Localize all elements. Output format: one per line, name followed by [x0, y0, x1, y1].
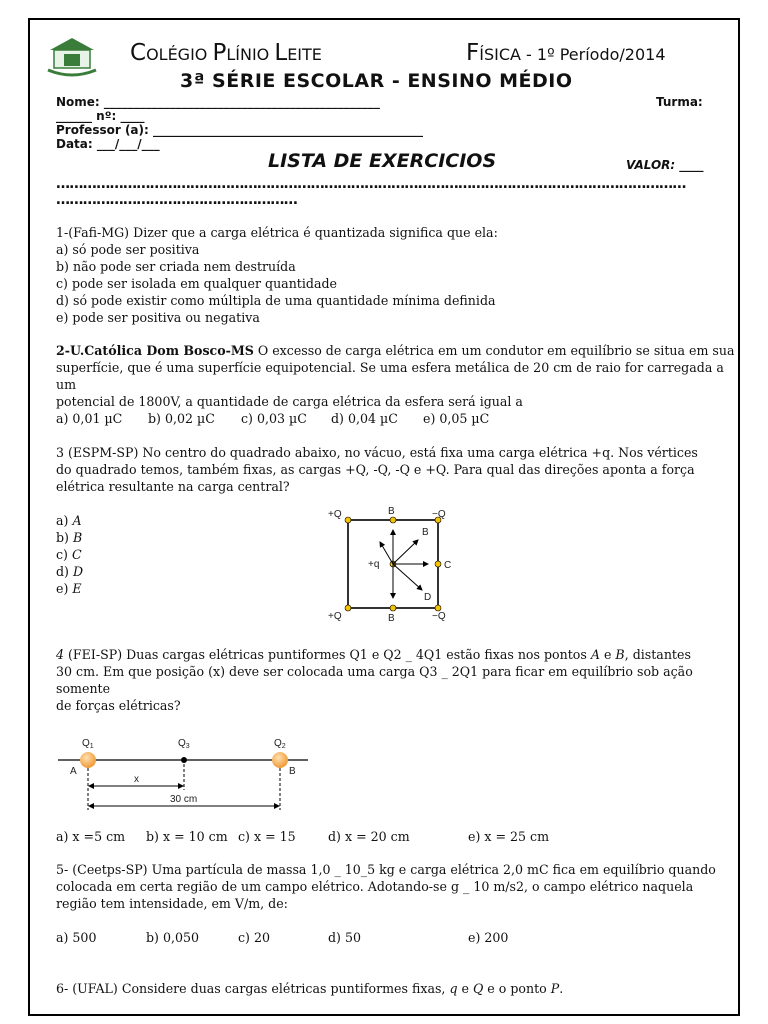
q2-options	[56, 410, 736, 427]
q5-options	[56, 929, 736, 946]
q2-line3: potencial de 1800V, a quantidade de carga elétrica da esfera será igual a	[56, 394, 523, 409]
q3-line2: do quadrado temos, também fixas, as cargas +Q, -Q, -Q e +Q. Para qual das direções aponta a força	[56, 462, 695, 477]
field-turma-label: Turma:	[656, 95, 703, 109]
question-4: 4 (FEI-SP) Duas cargas elétricas puntiformes Q1 e Q2 _ 4Q1 estão fixas nos pontos A e B, distantes 30 cm. Em que posição (x) deve ser colocada uma carga Q3 _ 2Q1 para ficar em equilíbrio sob ação somente de forças elétricas?	[56, 646, 736, 714]
q4-line3: de forças elétricas?	[56, 698, 181, 713]
mid-bottom	[390, 605, 396, 611]
label-b: B	[289, 766, 296, 777]
q1-option-b: b) não pode ser criada nem destruída	[56, 259, 296, 274]
q1-option-e: e) pode ser positiva ou negativa	[56, 310, 260, 325]
label-bl: +Q	[328, 611, 342, 622]
valor-field[interactable]: VALOR: ____	[626, 158, 704, 172]
field-professor[interactable]: Professor (a): _____________________________________________	[56, 123, 423, 137]
grade-title: 3ª SÉRIE ESCOLAR - ENSINO MÉDIO	[180, 70, 573, 92]
q4-option-a: a) x =5 cm	[56, 829, 126, 844]
q2-line1: O excesso de carga elétrica em um condutor em equilíbrio se situa em sua	[253, 343, 735, 358]
label-c: C	[444, 560, 452, 571]
label-q1: $Q_1$	[82, 738, 94, 750]
q1-option-a: a) só pode ser positiva	[56, 242, 200, 257]
q2-option-b: b) 0,02 µC	[148, 411, 215, 426]
dots-line-1: ……………………………………………………………………………………………………………………………	[56, 176, 686, 192]
arrow-downright	[393, 564, 422, 590]
field-numero[interactable]: ______ nº: ____	[56, 109, 145, 123]
question-1	[56, 224, 736, 326]
label-br: −Q	[432, 611, 446, 622]
label-top-b: B	[388, 506, 395, 517]
q5-option-e: e) 200	[468, 930, 509, 945]
label-bottom-b: B	[388, 613, 395, 624]
charge-q1	[80, 752, 96, 768]
q5-line2: colocada em certa região de um campo elétrico. Adotando-se g _ 10 m/s2, o campo elétrico naquela	[56, 879, 694, 894]
q5-option-d: d) 50	[328, 930, 362, 945]
q4-line-figure	[58, 734, 318, 816]
label-30cm: 30 cm	[170, 794, 198, 805]
label-tl: +Q	[328, 509, 342, 520]
field-nome[interactable]: Nome: ______________________________________________	[56, 95, 380, 109]
q4-options	[56, 828, 736, 845]
arrow-upright	[393, 540, 418, 564]
charge-q3	[181, 757, 187, 763]
school-logo-icon	[44, 36, 100, 78]
q4-option-e: e) x = 25 cm	[468, 829, 550, 844]
q3-options	[56, 512, 176, 597]
arrow-upleft	[380, 542, 393, 564]
label-diag-b: B	[422, 527, 429, 538]
school-name: COLÉGIO PLÍNIO LEITE	[130, 40, 322, 66]
q5-line1: 5- (Ceetps-SP) Uma partícula de massa 1,0 _ 10_5 kg e carga elétrica 2,0 mC fica em equilíbrio quando	[56, 862, 716, 877]
q4-line2: 30 cm. Em que posição (x) deve ser colocada uma carga Q3 _ 2Q1 para ficar em equilíbrio sob ação somente	[56, 664, 693, 696]
question-5	[56, 861, 736, 912]
question-3	[56, 444, 736, 495]
q4-option-c: c) x = 15	[238, 829, 296, 844]
q2-option-c: c) 0,03 µC	[241, 411, 307, 426]
q2-option-d: d) 0,04 µC	[331, 411, 398, 426]
label-center: +q	[368, 559, 380, 570]
charge-q2	[272, 752, 288, 768]
label-x: x	[134, 774, 139, 785]
label-tr: −Q	[432, 509, 446, 520]
q3-option-e: e) E	[56, 581, 82, 596]
label-q2: $Q_2$	[274, 738, 286, 750]
subject-period: FÍSICA - 1º Período/2014	[466, 40, 666, 66]
q4-option-d: d) x = 20 cm	[328, 829, 410, 844]
q3-line1: 3 (ESPM-SP) No centro do quadrado abaixo, no vácuo, está fixa uma carga elétrica +q. Nos vértices	[56, 445, 698, 460]
mid-right	[435, 561, 441, 567]
q3-line3: elétrica resultante na carga central?	[56, 479, 290, 494]
q3-option-c: c) C	[56, 547, 82, 562]
q5-option-a: a) 500	[56, 930, 97, 945]
q1-stem: 1-(Fafi-MG) Dizer que a carga elétrica é quantizada significa que ela:	[56, 225, 498, 240]
question-2	[56, 342, 736, 410]
q2-option-e: e) 0,05 µC	[423, 411, 490, 426]
q2-source: 2-U.Católica Dom Bosco-MS	[56, 343, 254, 358]
q2-option-a: a) 0,01 µC	[56, 411, 123, 426]
label-a: A	[70, 766, 77, 777]
mid-top	[390, 517, 396, 523]
q3-square-figure	[318, 500, 466, 628]
q2-line2: superfície, que é uma superfície equipotencial. Se uma esfera metálica de 20 cm de raio for carregada a um	[56, 360, 724, 392]
q5-option-c: c) 20	[238, 930, 270, 945]
list-title: LISTA DE EXERCICIOS	[268, 150, 497, 172]
q4-option-b: b) x = 10 cm	[146, 829, 228, 844]
question-6: 6- (UFAL) Considere duas cargas elétricas puntiformes fixas, q e Q e o ponto P.	[56, 981, 564, 996]
vertex-tl	[345, 517, 351, 523]
q5-line3: região tem intensidade, em V/m, de:	[56, 896, 288, 911]
q3-option-d: d) D	[56, 564, 84, 579]
label-q3: $Q_3$	[178, 738, 190, 750]
dots-line-2: ………………………………………………	[56, 192, 298, 208]
label-d: D	[424, 592, 432, 603]
field-data[interactable]: Data: ___/___/___	[56, 137, 160, 151]
q3-option-b: b) B	[56, 530, 83, 545]
q3-option-a: a) A	[56, 513, 82, 528]
q5-option-b: b) 0,050	[146, 930, 200, 945]
vertex-bl	[345, 605, 351, 611]
q1-option-d: d) só pode existir como múltipla de uma quantidade mínima definida	[56, 293, 496, 308]
q1-option-c: c) pode ser isolada em qualquer quantidade	[56, 276, 337, 291]
